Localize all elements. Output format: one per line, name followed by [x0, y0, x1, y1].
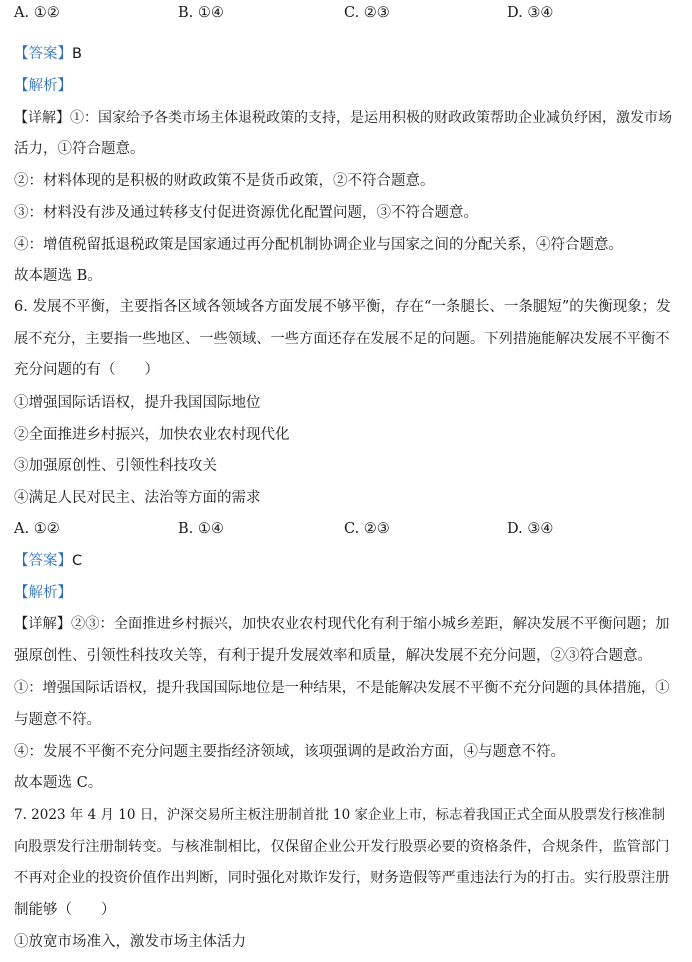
q7-stem-line-3: 不再对企业的投资价值作出判断，同时强化对欺诈发行，财务造假等严重违法行为的打击。实行股票注册: [14, 870, 670, 886]
q5-detail-line-1: 【详解】①：国家给予各类市场主体退税政策的支持，是运用积极的财政政策帮助企业减负纾困，激发市场: [14, 110, 672, 126]
q5-options: [14, 3, 654, 23]
q5-detail-line-5: ④：增值税留抵退税政策是国家通过再分配机制协调企业与国家之间的分配关系，④符合题意。: [14, 237, 623, 253]
q5-answer: [14, 44, 674, 64]
answer-tag: 【答案】: [14, 553, 72, 569]
q6-detail-line-3: ①：增强国际话语权，提升我国国际地位是一种结果，不是能解决发展不平衡不充分问题的具体措施，①: [14, 680, 670, 696]
q7-stem-line-1: 7. 2023 年 4 月 10 日，沪深交易所主板注册制首批 10 家企业上市，标志着我国正式全面从股票发行核准制: [14, 807, 666, 823]
q6-detail-line-4: 与题意不符。: [14, 712, 101, 728]
q6-item-1: ①增强国际话语权，提升我国国际地位: [14, 395, 261, 411]
answer-value: C: [72, 553, 83, 569]
q5-conclusion: 故本题选 B。: [14, 268, 102, 284]
q6-item-2: ②全面推进乡村振兴，加快农业农村现代化: [14, 427, 290, 443]
q7-item-1: ①放宽市场准入，激发市场主体活力: [14, 934, 246, 950]
q6-option-b: B. ①④: [178, 521, 224, 537]
q6-options: [14, 519, 654, 539]
q7-stem-line-2: 向股票发行注册制转变。与核准制相比，仅保留企业公开发行股票必要的资格条件，合规条件，监管部门: [14, 839, 670, 855]
q6-stem-line-1: 6. 发展不平衡，主要指各区域各领域各方面发展不够平衡，存在“一条腿长、一条腿短”的失衡现象；发: [14, 299, 671, 315]
q6-detail-line-2: 强原创性、引领性科技攻关等，有利于提升发展效率和质量，解决发展不充分问题，②③符合题意。: [14, 648, 652, 664]
q5-detail-line-4: ③：材料没有涉及通过转移支付促进资源优化配置问题，③不符合题意。: [14, 205, 478, 221]
q5-detail-line-2: 活力，①符合题意。: [14, 141, 145, 157]
q6-analysis-tag: 【解析】: [14, 585, 72, 601]
q6-stem-line-2: 展不充分，主要指一些地区、一些领域、一些方面还存在发展不足的问题。下列措施能解决发展不平衡不: [14, 331, 670, 347]
q5-analysis-tag: 【解析】: [14, 78, 72, 94]
q5-option-b: B. ①④: [178, 5, 224, 21]
q6-option-a: A. ①②: [14, 521, 60, 537]
answer-tag: 【答案】: [14, 46, 72, 62]
q6-conclusion: 故本题选 C。: [14, 775, 103, 791]
q6-option-d: D. ③④: [507, 521, 554, 537]
q6-stem-line-3: 充分问题的有（ ）: [14, 362, 159, 378]
q5-option-d: D. ③④: [507, 5, 554, 21]
q6-detail-line-1: 【详解】②③：全面推进乡村振兴，加快农业农村现代化有利于缩小城乡差距，解决发展不平衡问题；加: [14, 616, 670, 632]
q6-item-4: ④满足人民对民主、法治等方面的需求: [14, 490, 261, 506]
q7-stem-line-4: 制能够（ ）: [14, 902, 116, 918]
q5-detail-line-3: ②：材料体现的是积极的财政政策不是货币政策，②不符合题意。: [14, 173, 435, 189]
q6-detail-line-5: ④：发展不平衡不充分问题主要指经济领域，该项强调的是政治方面，④与题意不符。: [14, 744, 565, 760]
q5-option-a: A. ①②: [14, 5, 60, 21]
q6-answer: [14, 551, 674, 571]
q6-option-c: C. ②③: [344, 521, 390, 537]
q6-item-3: ③加强原创性、引领性科技攻关: [14, 458, 217, 474]
q5-option-c: C. ②③: [344, 5, 390, 21]
answer-value: B: [72, 46, 82, 62]
